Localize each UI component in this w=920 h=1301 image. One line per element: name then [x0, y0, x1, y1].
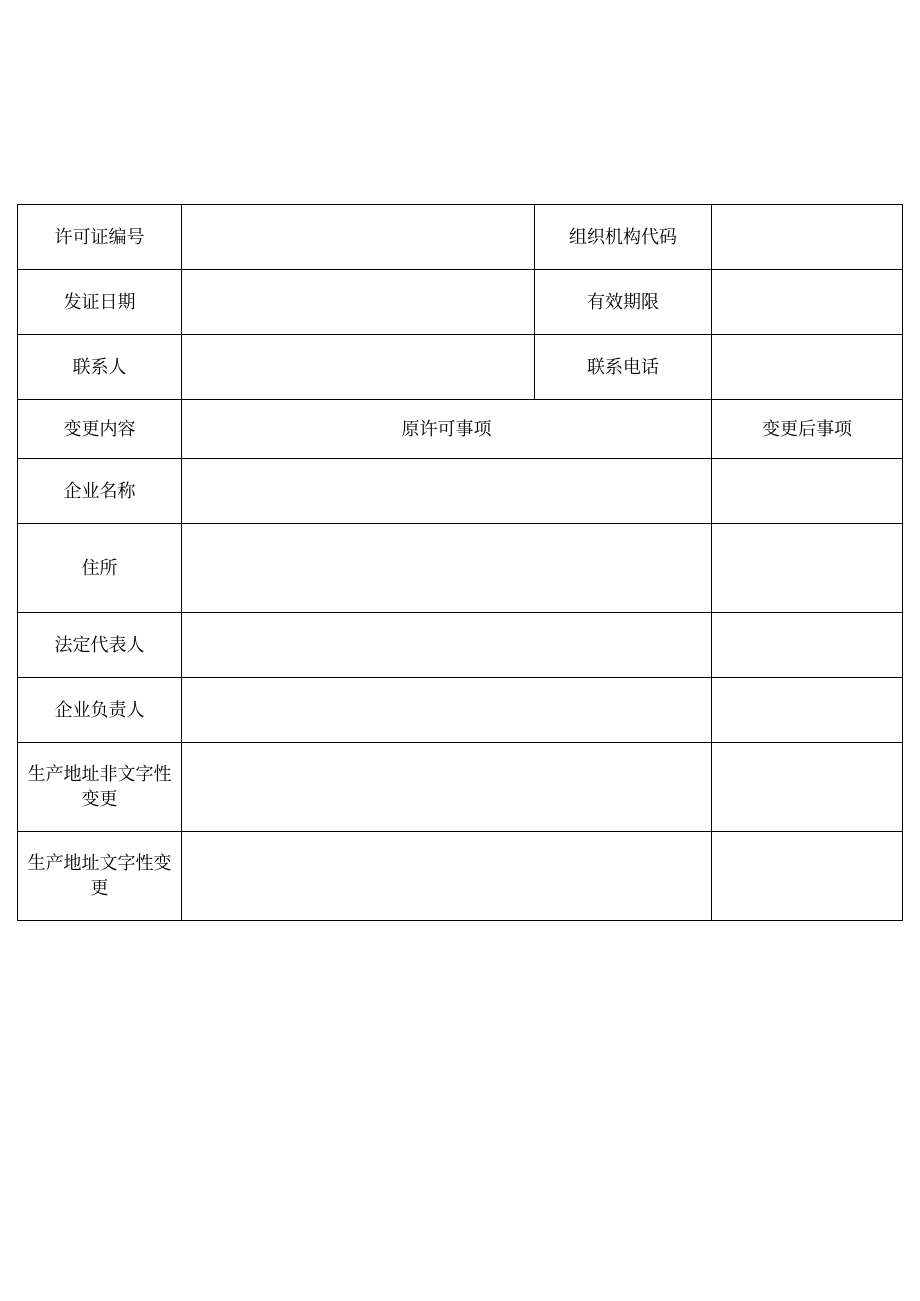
prod-address-text-label: 生产地址文字性变更	[18, 832, 182, 921]
org-code-label: 组织机构代码	[535, 205, 712, 270]
validity-period-field[interactable]	[712, 270, 903, 335]
company-name-original-field[interactable]	[182, 459, 712, 524]
contact-person-field[interactable]	[182, 335, 535, 400]
legal-rep-original-field[interactable]	[182, 613, 712, 678]
contact-person-label: 联系人	[18, 335, 182, 400]
license-number-label: 许可证编号	[18, 205, 182, 270]
prod-address-text-changed-field[interactable]	[712, 832, 903, 921]
legal-rep-changed-field[interactable]	[712, 613, 903, 678]
prod-address-nontext-changed-field[interactable]	[712, 743, 903, 832]
issue-date-label: 发证日期	[18, 270, 182, 335]
info-row-issue-date	[18, 270, 903, 335]
legal-rep-label: 法定代表人	[18, 613, 182, 678]
prod-address-text-original-field[interactable]	[182, 832, 712, 921]
contact-phone-field[interactable]	[712, 335, 903, 400]
company-head-changed-field[interactable]	[712, 678, 903, 743]
address-original-field[interactable]	[182, 524, 712, 613]
changed-item-header: 变更后事项	[712, 400, 903, 459]
address-label: 住所	[18, 524, 182, 613]
address-changed-field[interactable]	[712, 524, 903, 613]
change-row-address	[18, 524, 903, 613]
validity-period-label: 有效期限	[535, 270, 712, 335]
prod-address-nontext-original-field[interactable]	[182, 743, 712, 832]
original-item-header: 原许可事项	[182, 400, 712, 459]
change-row-legal-rep	[18, 613, 903, 678]
license-number-field[interactable]	[182, 205, 535, 270]
change-row-prod-address-nontext	[18, 743, 903, 832]
change-content-header: 变更内容	[18, 400, 182, 459]
company-head-label: 企业负责人	[18, 678, 182, 743]
change-header-row	[18, 400, 903, 459]
org-code-field[interactable]	[712, 205, 903, 270]
info-row-license-number	[18, 205, 903, 270]
issue-date-field[interactable]	[182, 270, 535, 335]
info-row-contact	[18, 335, 903, 400]
company-name-changed-field[interactable]	[712, 459, 903, 524]
prod-address-nontext-label: 生产地址非文字性变更	[18, 743, 182, 832]
change-row-company-name	[18, 459, 903, 524]
contact-phone-label: 联系电话	[535, 335, 712, 400]
company-name-label: 企业名称	[18, 459, 182, 524]
company-head-original-field[interactable]	[182, 678, 712, 743]
license-change-form-table	[17, 204, 903, 921]
change-row-prod-address-text	[18, 832, 903, 921]
change-row-company-head	[18, 678, 903, 743]
